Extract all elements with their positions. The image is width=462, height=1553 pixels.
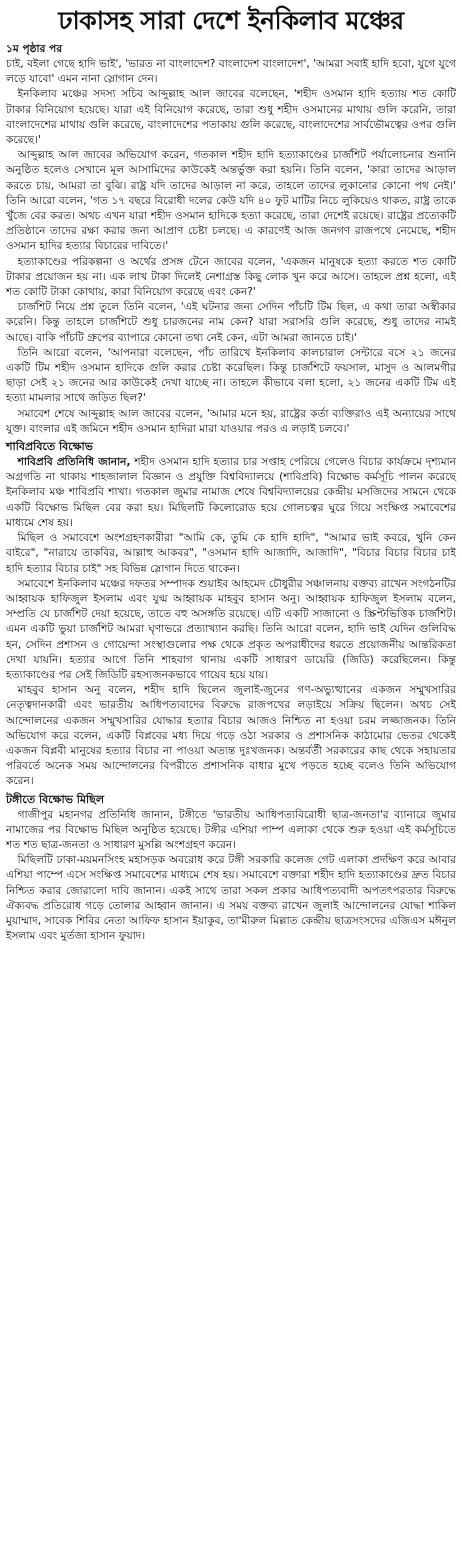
paragraph: গাজীপুর মহানগর প্রতিনিধি জানান, টঙ্গীতে 'ভারতীয় আধিপত্যবিরোধী ছাত্র-জনতা'র ব্যানারে জুমার নামাজের পর বিক্ষোভ মিছিল অনুষ্ঠিত হয়েছে। টঙ্গীর এশিয়া পাম্প এলাকা থেকে শুরু হওয়া এই কর্মসূচিতে শত শত ছাত্র-জনতা ও সাধারণ মুসল্লি অংশগ্রহণ করেন। (6, 808, 456, 851)
continued-from-label: ১ম পৃষ্ঠার পর (6, 43, 63, 55)
paragraph: আব্দুল্লাহ আল জাবের অভিযোগ করেন, গতকাল শহীদ হাদি হত্যাকাণ্ডের চার্জশিট পর্যালোচনার শুনানি অনুষ্ঠিত হলেও সেখানে মূল আসামিদের কাউকেই অন্তর্ভুক্ত করা হয়নি। তিনি বলেন, 'কারা তাদের আড়াল করতে চায়, আমরা তা বুঝি। রাষ্ট্র যদি তাদের আড়াল না করে, তাহলে তাদের লুকানোর কোনো পথ নেই।' তিনি আরো বলেন, 'গত ১৭ বছরে বিরোধী দলের কেউ যদি ৪০ ফুট মাটির নিচে লুকিয়েও থাকত, রাষ্ট্র তাকে খুঁজে বের করত। অথচ এখন যারা শহীদ ওসমান হাদিকে হত্যা করেছে, তারা দেশেই রয়েছে। রাষ্ট্রের প্রত্যেকটি প্রতিষ্ঠানে তাদের রক্ষা করার জন্য আপ্রাণ চেষ্টা চলছে। এ কারণেই আজ জনগণ রাজপথে নেমেছে, শহীদ ওসমান হাদির হত্যার বিচারের দাবিতে।' (6, 149, 457, 253)
paragraph: হত্যাকাণ্ডের পরিকল্পনা ও অর্থের প্রসঙ্গ টেনে জাবের বলেন, 'একজন মানুষকে হত্যা করতে শত কোটি টাকার প্রয়োজন হয় না। এক লাখ টাকা দিলেই নেশাগ্রস্ত কিছু লোক খুন করে আসে। তাহলে প্রশ্ন হলো, এই শত কোটি টাকা কোথায়, কারা বিনিয়োগ করেছে এবং কেন?' (6, 255, 456, 299)
paragraph: মিছিলটি ঢাকা-ময়মনসিংহ মহাসড়ক অবরোধ করে টঙ্গী সরকারি কলেজ গেট এলাকা প্রদক্ষিণ করে আবার এশিয়া পাম্পে এসে সংক্ষিপ্ত সমাবেশের মাধ্যমে শেষ হয়। সমাবেশে বক্তারা শহীদ হাদি হত্যাকাণ্ডের দ্রুত বিচার নিশ্চিত করার জোরালো দাবি জানান। একই সাথে তারা সকল প্রকার আধিপত্যবাদী অপতৎপরতার বিরুদ্ধে ঐক্যবদ্ধ প্রতিরোধ গড়ে তোলার আহ্বান জানান। এ সময় বক্তব্য রাখেন জুলাই আন্দোলনের যোদ্ধা শাকিল মুয়াম্মাদ, সাবেক শিবির নেতা আফিফ হাসান ইয়াকুব, তা'মীরুল মিল্লাত কেন্দ্রীয় ছাত্রসংসদের এজিএস মঈনুল ইসলাম এবং মুর্তজা হাসান ফুয়াদ। (6, 854, 456, 943)
paragraph: মাহবুব হাসান অনু বলেন, শহীদ হাদি ছিলেন জুলাই-জুনের গণ-অভ্যুত্থানের একজন সম্মুখসারির নেতৃত্বদানকারী এবং ভারতীয় আধিপত্যবাদের বিরুদ্ধে রাজপথের লড়াইয়ে সক্রিয় ছিলেন। অথচ সেই আন্দোলনের একজন সম্মুখসারির যোদ্ধার হত্যার বিচার আজও নিশ্চিত না হওয়া চরম লজ্জাজনক। তিনি অভিযোগ করে বলেন, একটি বিপ্লবের মধ্য দিয়ে গড়ে ওঠা সরকার ও প্রশাসনিক কাঠামোর ভেতর থেকেই একজন বিপ্লবী মানুষের হত্যার বিচার না পাওয়া অত্যন্ত দুঃখজনক। অন্তর্বর্তী সরকারের কাছ থেকে সহায়তার পরিবর্তে অনেক সময় আন্দোলনের বিপরীতে প্রশাসনিক বাধার মুখে পড়তে হচ্ছে বলেও তিনি অভিযোগ করেন। (6, 684, 456, 788)
section-sust (6, 439, 456, 789)
paragraph (6, 455, 456, 531)
paragraph: সমাবেশ শেষে আব্দুল্লাহ আল জাবের বলেন, 'আমার মনে হয়, রাষ্ট্রের কর্তা ব্যক্তিরাও এই অন্যায়ের সাথে যুক্ত। বাংলার এই জমিনে শহীদ ওসমান হাদিরা মারা যাওয়ার পরও এ লড়াই চলবে।' (6, 407, 456, 435)
paragraph-text: শহীদ ওসমান হাদি হত্যার চার সপ্তাহ পেরিয়ে গেলেও বিচার কার্যক্রমে দৃশ্যমান অগ্রগতি না থাকায় শাহজালাল বিজ্ঞান ও প্রযুক্তি বিশ্ববিদ্যালয়ে (শাবিপ্রবি) বিক্ষোভ কর্মসূচি পালন করেছে ইনকিলাব মঞ্চ শাবিপ্রবি শাখা। গতকাল জুমার নামাজ শেষে বিশ্ববিদ্যালয়ের কেন্দ্রীয় মসজিদের সামনে থেকে একটি বিক্ষোভ মিছিল বের করা হয়। মিছিলটি কিলোরোড হয়ে গোলচত্বর ঘুরে গিয়ে সংক্ষিপ্ত সমাবেশের মাধ্যমে শেষ হয়। (6, 456, 456, 529)
section-tongi (6, 792, 456, 945)
headline: ঢাকাসহ সারা দেশে ইনকিলাব মঞ্চের (58, 6, 404, 35)
section-main (6, 57, 456, 437)
section-heading: টঙ্গীতে বিক্ষোভ মিছিল (6, 792, 105, 806)
paragraph: মিছিল ও সমাবেশে অংশগ্রহণকারীরা "আমি কে, তুমি কে হাদি হাদি", "আমার ভাই কবরে, খুনি কেন বাইরে", "নারায়ে তাকবির, আল্লাহু আকবর", "ওসমান হাদি আজাদি, আজাদি", "বিচার বিচার বিচার চাই হাদি হত্যার বিচার চাই" সহ বিভিন্ন স্লোগান দিতে থাকেন। (6, 532, 456, 575)
paragraph: চাই, বইলা গেছে হাদি ভাই', 'ভারত না বাংলাদেশ? বাংলাদেশ বাংলাদেশ', 'আমরা সবাই হাদি হবো, যুগে যুগে লড়ে যাবো' এমন নানা স্লোগান দেন। (6, 58, 456, 86)
paragraph: ইনকিলাব মঞ্চের সদস্য সচিব আব্দুল্লাহ আল জাবের বলেছেন, 'শহীদ ওসমান হাদি হত্যায় শত কোটি টাকার বিনিয়োগ হয়েছে। যারা এই বিনিয়োগ করেছে, তারা শুধু শহীদ ওসমানের মাথায় গুলি করেনি, তারা বাংলাদেশের মাথায় গুলি করেছে, বাংলাদেশের পতাকায় গুলি করেছে, বাংলাদেশের সার্বভৌমত্বের ওপর গুলি করেছে।' (6, 88, 456, 147)
dateline: শাবিপ্রবি প্রতিনিধি জানান, (17, 456, 131, 469)
paragraph: সমাবেশে ইনকিলাব মঞ্চের দফতর সম্পাদক শুয়াইব আহমেদ চৌধুরীর সঞ্চালনায় বক্তব্য রাখেন সংগঠনটির আহ্বায়ক হাফিজুল ইসলাম এবং যুগ্ম আহ্বায়ক মাহবুব হাসান অনু। আহ্বায়ক হাফিজুল ইসলাম বলেন, সম্প্রতি যে চার্জশিট দেয়া হয়েছে, তাতে বহু অসঙ্গতি রয়েছে। এটি একটি সাজানো ও স্ক্রিপ্টভিত্তিক চার্জশিট। এমন একটি ভুয়া চার্জশিট আমরা ঘৃণাভরে প্রত্যাখ্যান করছি। তিনি আরো বলেন, হাদি ভাই যেদিন গুলিবিদ্ধ হন, সেদিন প্রশাসন ও গোয়েন্দা সংস্থাগুলোর পক্ষ থেকে প্রকৃত অপরাধীদের ধরতে প্রয়োজনীয় আন্তরিকতা দেখা যায়নি। হত্যার আগে তিনি শাহবাগ থানায় একটি সাধারণ ডায়েরি (জিডি) করেছিলেন। কিন্তু হত্যাকাণ্ডের পর সেই জিডিটি রহস্যজনকভাবে গায়েব হয়ে যায়। (6, 577, 456, 681)
paragraph: চার্জশিট নিয়ে প্রশ্ন তুলে তিনি বলেন, 'এই ঘটনার জন্য সেদিন পাঁচটি টিম ছিল, এ কথা তারা অস্বীকার করেনি। কিন্তু তাহলে চার্জশিটে শুধু চারজনের নাম কেন? যারা সরাসরি গুলি করেছে, শুধু তাদের নামই আছে। বাকি পাঁচটি গ্রুপের ব্যাপারে কোনো তথ্য নেই কেন, এটা আমরা জানতে চাই।' (6, 301, 456, 344)
section-heading: শাবিপ্রবিতে বিক্ষোভ (6, 440, 93, 454)
paragraph: তিনি আরো বলেন, 'আপনারা বলেছেন, পাঁচ তারিখে ইনকিলাব কালচারাল সেন্টারে বসে ২১ জনের একটি টিম শহীদ ওসমান হাদিকে গুলি করার চেষ্টা করেছিল। কিন্তু চার্জশিটে ফয়সাল, মাসুদ ও আলমগীর ছাড়া সেই ২১ জনের আর কাউকেই দেখা যাচ্ছে না। তাহলে কীভাবে বলা হলো, ২১ জনের একটি টিম এই হত্যা মামলার সাথে জড়িত ছিল?' (6, 346, 456, 405)
